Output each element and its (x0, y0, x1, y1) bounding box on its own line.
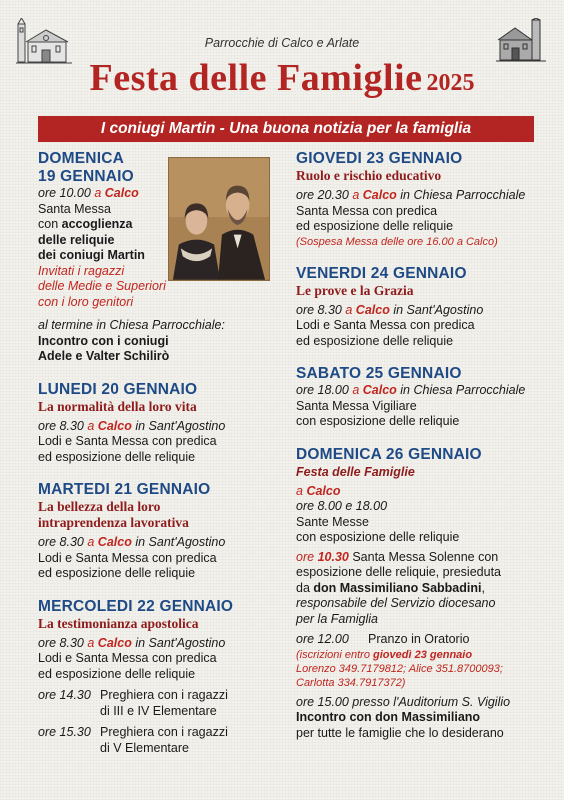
line: con esposizione delle reliquie (296, 414, 460, 428)
text: (iscrizioni entro (296, 648, 370, 661)
line: ed esposizione delle reliquie (38, 449, 196, 464)
prayer-line-cont: di III e IV Elementare (100, 703, 217, 718)
line: dei coniugi Martin (38, 248, 145, 262)
at: a (296, 483, 303, 498)
title-text: Festa delle Famiglie (89, 57, 423, 99)
text-bold: accoglienza (61, 217, 133, 231)
where: in Chiesa Parrocchiale (400, 188, 526, 202)
line: esposizione delle reliquie, presieduta (296, 565, 501, 579)
line: Lodi e Santa Messa con predica (38, 434, 217, 448)
time: ore 10.00 (38, 186, 91, 200)
after-line: al termine in Chiesa Parrocchiale: (38, 318, 225, 332)
day-20-time-line (38, 419, 288, 435)
left-column (38, 150, 288, 772)
meeting-line: Incontro con i coniugi (38, 333, 169, 348)
day-25-section (296, 365, 546, 430)
auditorium-line: ore 15.00 presso l'Auditorium S. Vigilio (296, 694, 511, 709)
at: a (345, 302, 353, 317)
line: Lodi e Santa Messa con predica (38, 651, 217, 665)
day-25-title: SABATO 25 GENNAIO (296, 365, 462, 382)
time: ore 8.30 (38, 635, 84, 650)
at: a (352, 383, 360, 397)
line: responsabile del Servizio diocesano (296, 596, 496, 610)
prayer-line-cont: di V Elementare (100, 740, 189, 755)
line: ed esposizione delle reliquie (296, 219, 454, 233)
title-year: 2025 (426, 70, 475, 96)
day-23-time-line (296, 188, 546, 204)
where: in Sant'Agostino (135, 418, 226, 433)
cancel-note: (Sospesa Messa delle ore 16.00 a Calco) (296, 235, 498, 248)
where: in Chiesa Parrocchiale (400, 383, 526, 397)
place: Calco (97, 535, 132, 549)
day-19-section (38, 150, 288, 365)
day-24-theme: Le prove e la Grazia (296, 282, 414, 298)
text: da (296, 580, 310, 595)
day-19-title-line2: 19 GENNAIO (38, 168, 134, 185)
day-25-time-line (296, 383, 546, 399)
line: ed esposizione delle reliquie (38, 666, 196, 681)
line: per tutte le famiglie che lo desiderano (296, 725, 504, 740)
line: ed esposizione delle reliquie (296, 333, 454, 348)
day-19-time-line (38, 186, 288, 202)
text: , (481, 580, 485, 595)
day-24-title: VENERDI 24 GENNAIO (296, 264, 467, 282)
lunch-line (296, 632, 546, 648)
day-24-time-line (296, 303, 546, 319)
place: Calco (97, 635, 132, 650)
ore: ore (296, 549, 315, 564)
day-23-theme: Ruolo e rischio educativo (296, 168, 442, 183)
text: Santa Messa Solenne con (352, 549, 499, 564)
where: in Sant'Agostino (393, 302, 484, 317)
page-title (0, 56, 564, 100)
deadline: giovedì 23 gennaio (373, 648, 473, 661)
subtitle-banner: I coniugi Martin - Una buona notizia per la famiglia (38, 116, 534, 142)
line: Santa Messa con predica (296, 203, 438, 218)
time: ore 8.30 (38, 418, 84, 433)
day-24-section (296, 265, 546, 350)
prayer-line (38, 688, 288, 704)
where: in Sant'Agostino (135, 535, 226, 549)
at: a (87, 635, 95, 650)
place: Calco (362, 188, 397, 202)
day-20-section (38, 381, 288, 466)
place: Calco (355, 302, 390, 317)
text: con (38, 217, 59, 231)
day-22-time-line (38, 636, 288, 652)
day-20-title: LUNEDI 20 GENNAIO (38, 380, 198, 398)
invite-line: delle Medie e Superiori (38, 279, 166, 293)
times-line: ore 8.00 e 18.00 (296, 499, 388, 513)
solemn-line (296, 550, 546, 566)
invite-line: con i loro genitori (38, 294, 134, 309)
at: a (352, 188, 360, 202)
time: ore 8.30 (296, 302, 342, 317)
at: a (87, 418, 95, 433)
text: Preghiera con i ragazzi (100, 688, 228, 702)
line: Lodi e Santa Messa con predica (296, 318, 475, 332)
contacts-line: Carlotta 334.7917372) (296, 676, 406, 689)
at: a (94, 186, 102, 200)
priest-name: don Massimiliano Sabbadini (313, 580, 482, 595)
day-22-section (38, 598, 288, 757)
time: 10.30 (317, 549, 349, 564)
day-20-theme: La normalità della loro vita (38, 398, 197, 414)
day-23-title: GIOVEDI 23 GENNAIO (296, 150, 463, 167)
day-26-place-line (296, 484, 546, 500)
day-21-time-line (38, 535, 288, 551)
day-19-title-line1: DOMENICA (38, 150, 124, 167)
registration-line (296, 648, 546, 662)
text: Pranzo in Oratorio (368, 632, 470, 646)
time: ore 18.00 (296, 383, 349, 397)
invite-line: Invitati i ragazzi (38, 263, 125, 278)
where: in Sant'Agostino (135, 635, 226, 650)
time: ore 12.00 (296, 632, 349, 646)
meeting-line: Adele e Valter Schilirò (38, 349, 170, 363)
time: ore 14.30 (38, 688, 91, 702)
day-26-section (296, 446, 546, 742)
day-21-section (38, 481, 288, 582)
text: Preghiera con i ragazzi (100, 725, 228, 739)
line: Lodi e Santa Messa con predica (38, 550, 217, 565)
place: Calco (306, 483, 341, 498)
time: ore 15.30 (38, 725, 91, 739)
parishes-label: Parrocchie di Calco e Arlate (204, 36, 360, 50)
line (38, 217, 288, 233)
place: Calco (104, 186, 139, 200)
day-23-section (296, 150, 546, 249)
time: ore 20.30 (296, 188, 349, 202)
place: Calco (362, 383, 397, 397)
day-21-title: MARTEDI 21 GENNAIO (38, 481, 211, 498)
place: Calco (97, 418, 132, 433)
prayer-line (38, 725, 288, 741)
day-26-theme: Festa delle Famiglie (296, 464, 415, 479)
line: Santa Messa (38, 201, 111, 216)
line: Sante Messe (296, 514, 369, 529)
line: con esposizione delle reliquie (296, 530, 460, 544)
right-column (296, 150, 546, 757)
line: per la Famiglia (296, 611, 378, 626)
line (296, 581, 546, 597)
day-26-title: DOMENICA 26 GENNAIO (296, 445, 482, 463)
time: ore 8.30 (38, 535, 84, 549)
line: Santa Messa Vigiliare (296, 398, 417, 413)
day-21-theme: La bellezza della loro (38, 499, 161, 514)
contacts-line: Lorenzo 349.7179812; Alice 351.8700093; (296, 662, 503, 675)
day-21-theme: intraprendenza lavorativa (38, 515, 189, 530)
meeting-line: Incontro con don Massimiliano (296, 710, 481, 724)
line: delle reliquie (38, 232, 115, 247)
at: a (87, 535, 95, 549)
day-22-title: MERCOLEDI 22 GENNAIO (38, 597, 234, 615)
line: ed esposizione delle reliquie (38, 566, 196, 580)
day-22-theme: La testimonianza apostolica (38, 615, 199, 631)
